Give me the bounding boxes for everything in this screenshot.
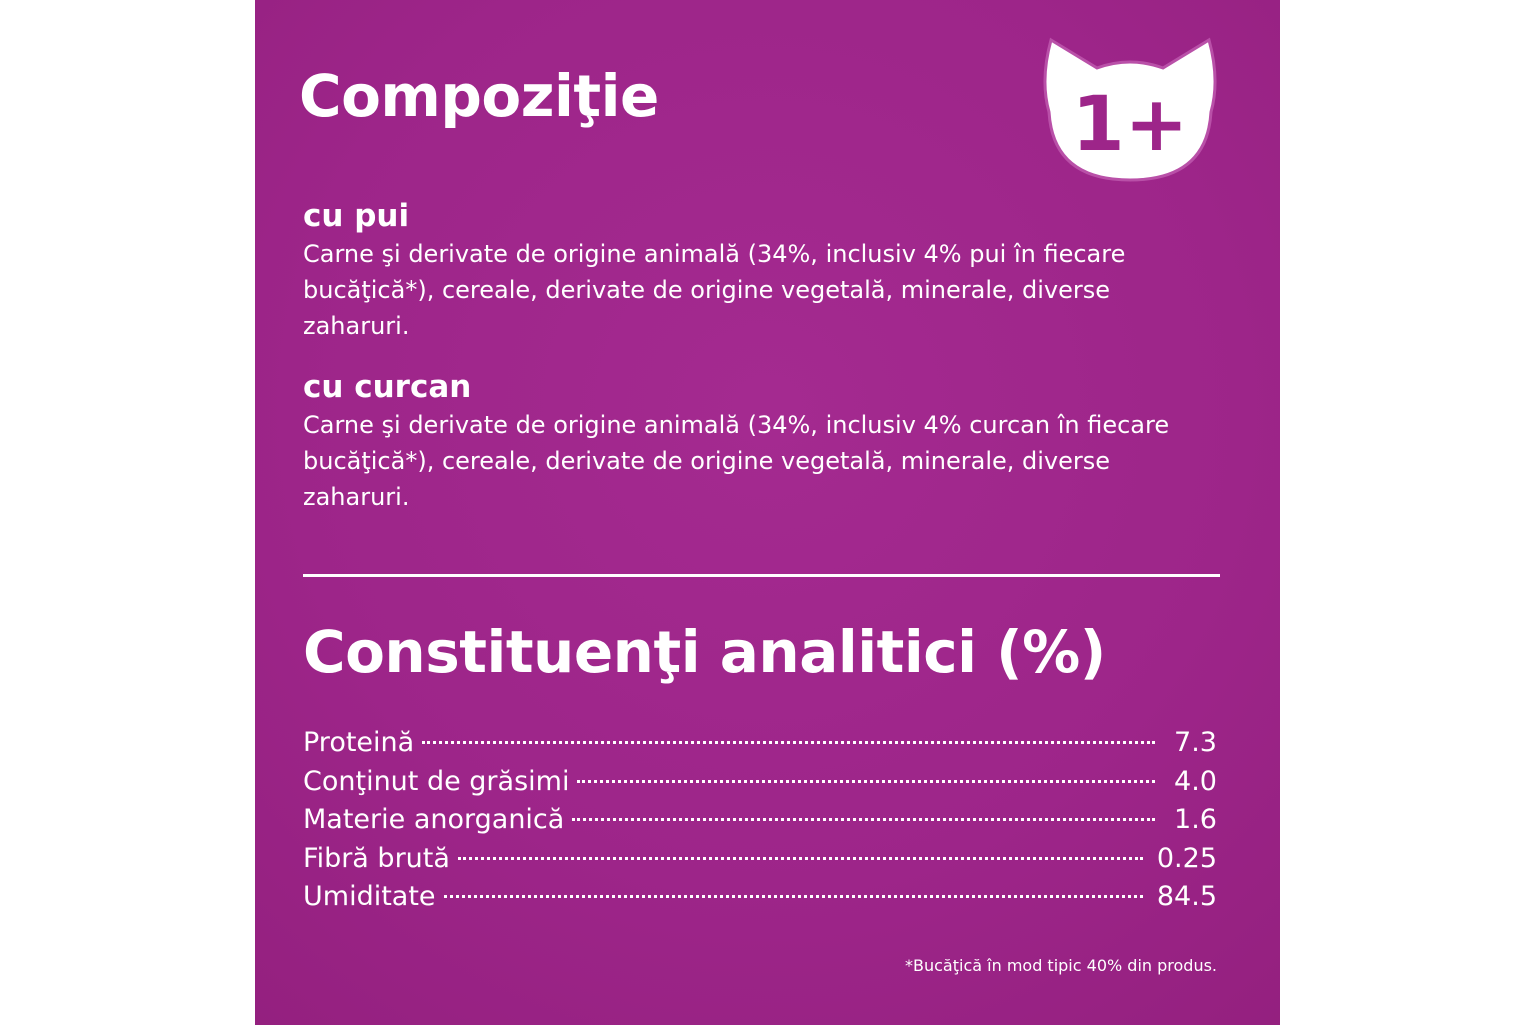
row-label: Materie anorganică <box>303 804 565 835</box>
dot-leader <box>458 857 1143 860</box>
dot-leader <box>444 895 1143 898</box>
row-value: 0.25 <box>1156 842 1217 874</box>
analytics-row <box>303 763 1217 802</box>
dot-leader <box>572 818 1155 821</box>
variant-ingredients: Carne şi derivate de origine animală (34%, inclusiv 4% pui în fiecare bucăţică*), cereale, derivate de origine vegetală, minerale, diverse zaharuri. <box>303 240 1126 340</box>
analytics-row <box>303 801 1217 840</box>
analytics-row <box>303 878 1217 917</box>
composition-panel <box>255 0 1280 1025</box>
row-value: 7.3 <box>1174 727 1217 758</box>
dot-leader <box>422 741 1155 744</box>
row-label: Fibră brută <box>303 842 450 874</box>
analytics-row <box>303 840 1217 879</box>
row-value: 4.0 <box>1174 765 1217 797</box>
row-label: Umiditate <box>303 881 436 912</box>
row-value: 84.5 <box>1156 881 1217 912</box>
variant-chicken <box>303 196 1183 344</box>
variant-heading: cu curcan <box>303 369 472 405</box>
row-label: Conţinut de grăsimi <box>303 765 570 797</box>
cat-head-icon <box>1035 30 1225 190</box>
analytics-table <box>303 724 1217 917</box>
variant-turkey <box>303 367 1183 515</box>
cat-age-badge <box>1035 30 1225 190</box>
row-value: 1.6 <box>1174 804 1217 835</box>
dot-leader <box>577 780 1155 783</box>
row-label: Proteină <box>303 727 415 758</box>
variant-ingredients: Carne şi derivate de origine animală (34%, inclusiv 4% curcan în fiecare bucăţică*), cereale, derivate de origine vegetală, minerale, diverse zaharuri. <box>303 411 1170 511</box>
analytics-row <box>303 724 1217 763</box>
badge-text: 1+ <box>1071 79 1189 168</box>
footnote: *Bucăţică în mod tipic 40% din produs. <box>905 956 1217 975</box>
analytics-title: Constituenţi analitici (%) <box>303 618 1106 686</box>
section-divider <box>303 574 1220 577</box>
variant-heading: cu pui <box>303 198 410 234</box>
composition-title: Compoziţie <box>299 62 659 130</box>
